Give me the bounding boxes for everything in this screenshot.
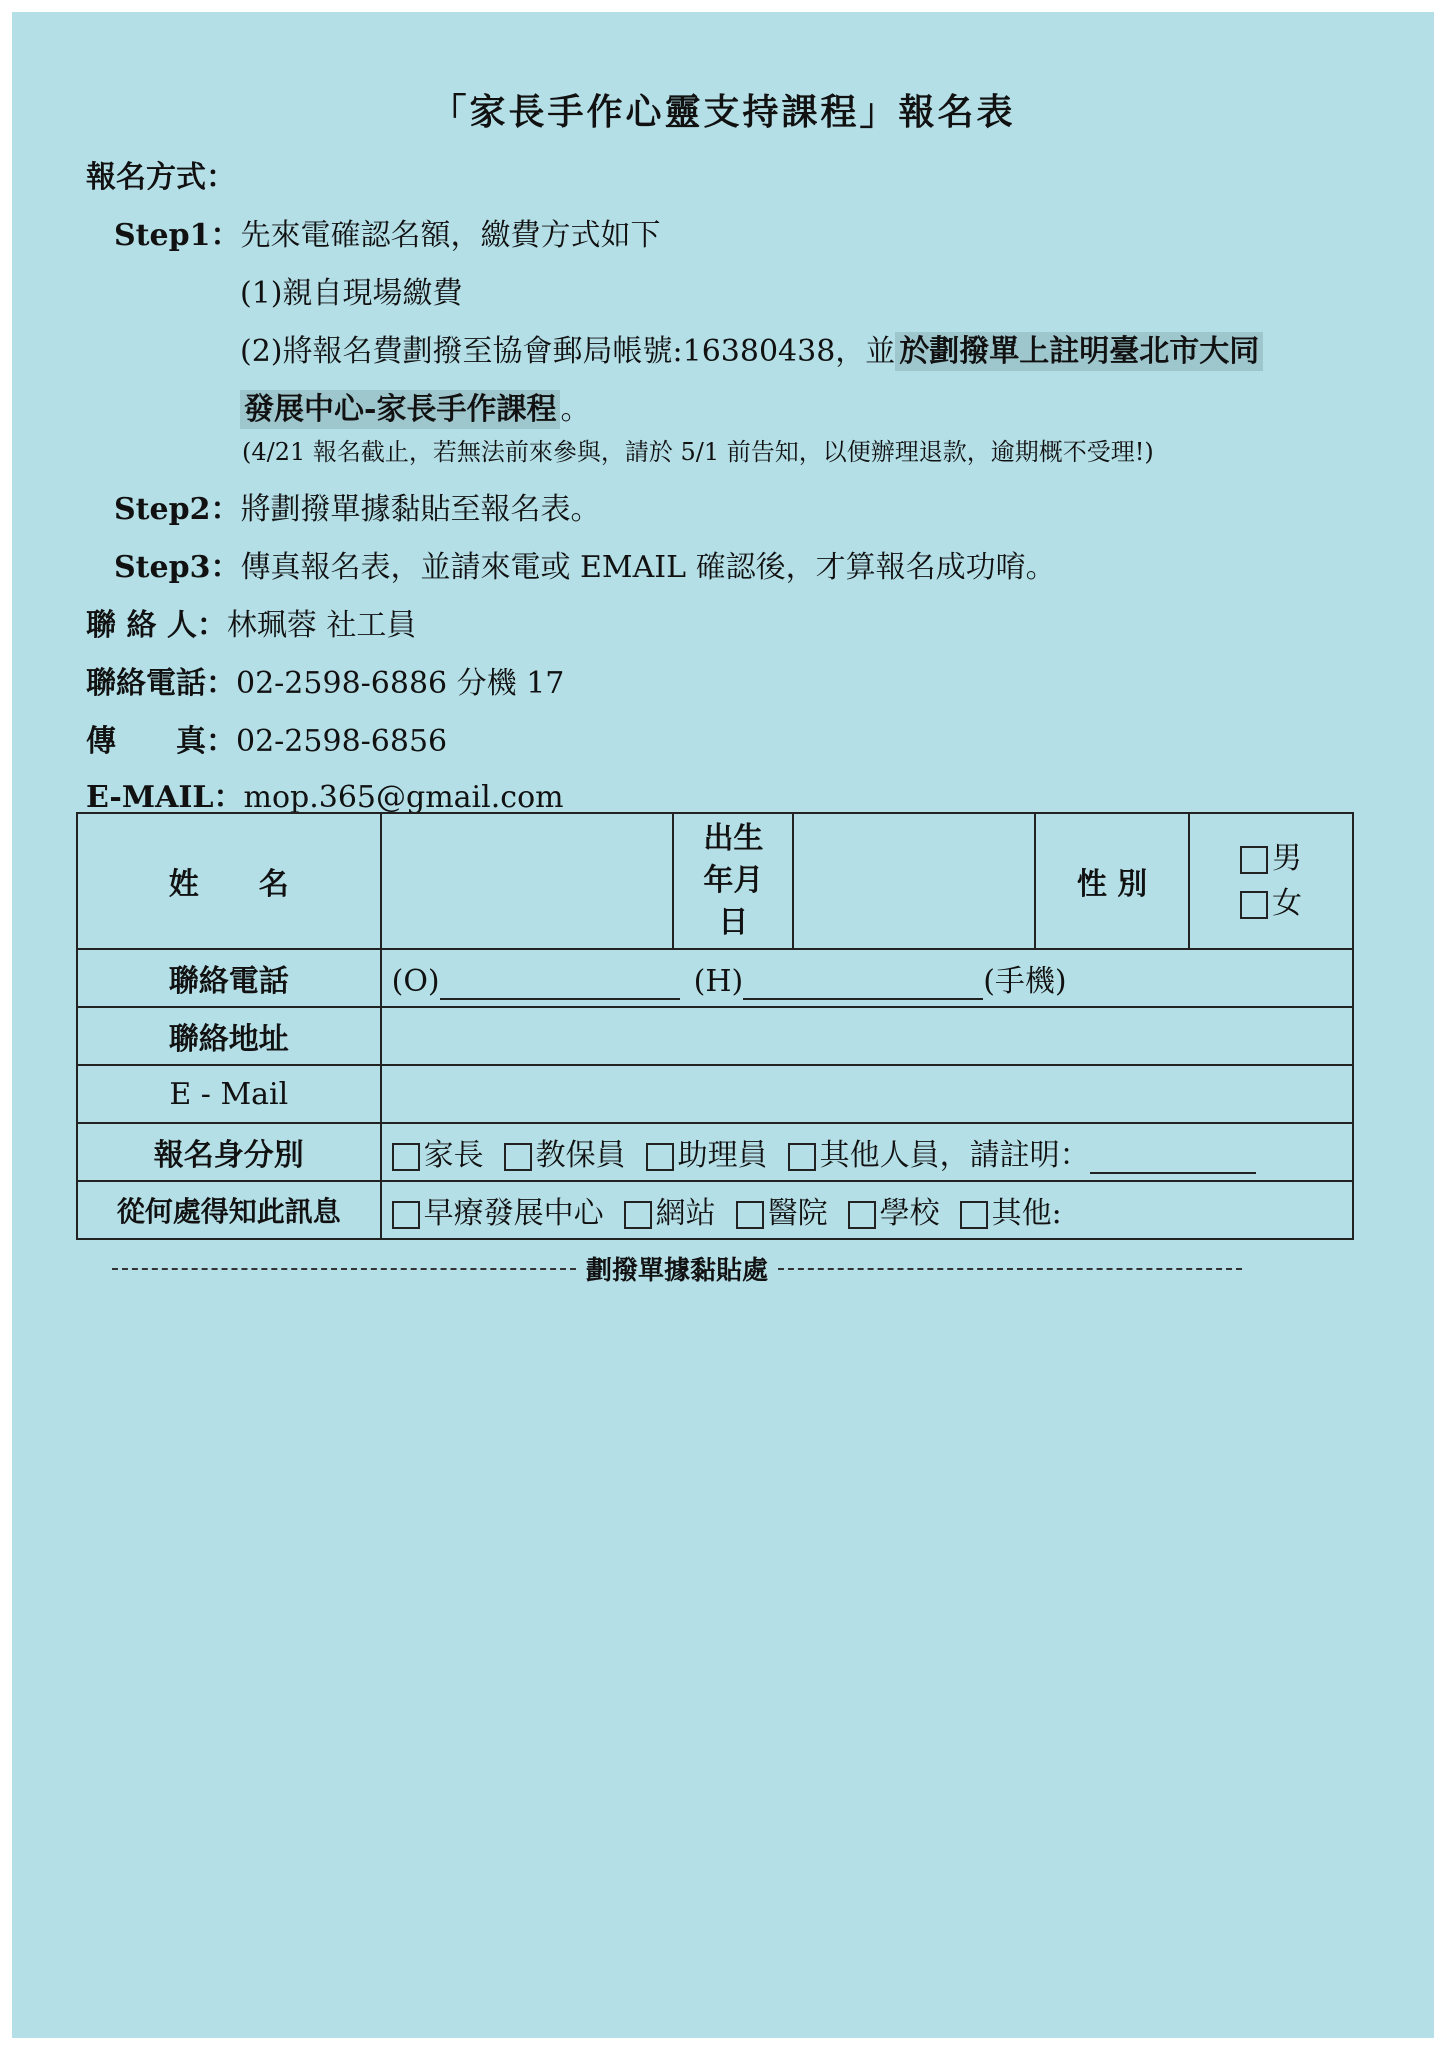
identity-label-text: 報名身分別: [153, 1138, 304, 1173]
identity-other-blank[interactable]: [1090, 1142, 1256, 1174]
gender-male-checkbox[interactable]: [1240, 846, 1268, 874]
payment-option-2-cont: [240, 384, 590, 428]
name-label-text: 姓 名: [168, 867, 289, 902]
source-option-website[interactable]: [624, 1196, 716, 1231]
contact-person-row: [86, 600, 416, 644]
identity-parent-label: 家長: [423, 1138, 484, 1173]
source-other-label: 其他:: [991, 1196, 1062, 1231]
receipt-paste-divider: [112, 1250, 1242, 1287]
step2-text: 將劃撥單據黏貼至報名表。: [240, 492, 601, 527]
phone-office-blank[interactable]: [440, 968, 680, 1000]
phone-field[interactable]: [381, 949, 1353, 1007]
contact-fax-row: [86, 716, 447, 760]
identity-other-label: 其他人員，請註明：: [819, 1138, 1090, 1173]
payment-option-2-end: 。: [560, 392, 591, 427]
identity-assistant-label: 助理員: [677, 1138, 768, 1173]
gender-label-text: 性 別: [1076, 867, 1148, 902]
phone-home-label: (H): [693, 964, 744, 999]
source-option-school[interactable]: [848, 1196, 940, 1231]
payment-option-1: (1)親自現場繳費: [240, 276, 463, 311]
contact-person-label: 聯 絡 人：: [86, 608, 227, 643]
contact-fax-value: 02-2598-6856: [236, 724, 448, 759]
table-row: [77, 949, 1353, 1007]
step1-text: 先來電確認名額，繳費方式如下: [240, 218, 661, 253]
contact-fax-label: 傳 真：: [86, 724, 236, 759]
source-hospital-checkbox[interactable]: [736, 1201, 764, 1229]
source-options: [381, 1181, 1353, 1239]
identity-assistant-checkbox[interactable]: [646, 1143, 674, 1171]
identity-teacher-checkbox[interactable]: [504, 1143, 532, 1171]
phone-label-text: 聯絡電話: [168, 964, 289, 999]
contact-phone-row: [86, 658, 564, 702]
contact-email-label: E-MAIL：: [86, 780, 244, 815]
birthdate-label-2: 年月: [703, 863, 764, 898]
contact-phone-value: 02-2598-6886 分機 17: [236, 666, 565, 701]
source-website-checkbox[interactable]: [624, 1201, 652, 1229]
payment-option-2-text: (2)將報名費劃撥至協會郵局帳號:16380438，並: [240, 334, 896, 369]
identity-label: [77, 1123, 381, 1181]
phone-office-label: (O): [391, 964, 440, 999]
step2-row: [114, 484, 600, 528]
source-other-checkbox[interactable]: [960, 1201, 988, 1229]
email-label-text: E - Mail: [169, 1076, 289, 1112]
registration-form-page: [12, 12, 1434, 2038]
gender-options: [1189, 813, 1353, 949]
contact-email-value: mop.365@gmail.com: [243, 780, 564, 815]
gender-female-option[interactable]: [1200, 881, 1342, 926]
birthdate-label-1: 出生: [703, 821, 764, 856]
address-field[interactable]: [381, 1007, 1353, 1065]
identity-option-other[interactable]: [788, 1138, 1090, 1173]
table-row: [77, 1065, 1353, 1123]
contact-email-row: [86, 772, 564, 816]
gender-male-option[interactable]: [1200, 836, 1342, 881]
birthdate-label-3: 日: [718, 905, 749, 940]
source-label-text: 從何處得知此訊息: [116, 1195, 341, 1228]
dashed-line-right: [778, 1268, 1242, 1270]
registration-table: [76, 812, 1354, 1240]
source-option-hospital[interactable]: [736, 1196, 828, 1231]
step2-label: Step2：: [114, 492, 241, 527]
source-hospital-label: 醫院: [767, 1196, 828, 1231]
step3-row: [114, 542, 1056, 586]
step1-row: [114, 210, 660, 254]
contact-phone-label: 聯絡電話：: [86, 666, 236, 701]
step3-label: Step3：: [114, 550, 241, 585]
identity-option-assistant[interactable]: [646, 1138, 768, 1173]
identity-option-parent[interactable]: [392, 1138, 484, 1173]
identity-other-checkbox[interactable]: [788, 1143, 816, 1171]
payment-note-highlight-2: 發展中心-家長手作課程: [240, 390, 560, 429]
phone-mobile-label: (手機): [983, 964, 1067, 999]
table-row: [77, 813, 1353, 949]
payment-note-highlight: 於劃撥單上註明臺北市大同: [895, 332, 1263, 371]
step3-text: 傳真報名表，並請來電或 EMAIL 確認後，才算報名成功唷。: [240, 550, 1056, 585]
source-option-center[interactable]: [392, 1196, 604, 1231]
source-label: [77, 1181, 381, 1239]
payment-option-2: [240, 326, 1263, 370]
source-school-label: 學校: [879, 1196, 940, 1231]
table-row: [77, 1123, 1353, 1181]
identity-option-teacher[interactable]: [504, 1138, 626, 1173]
address-label-text: 聯絡地址: [168, 1022, 289, 1057]
gender-female-checkbox[interactable]: [1240, 891, 1268, 919]
birthdate-field[interactable]: [793, 813, 1035, 949]
identity-options: [381, 1123, 1353, 1181]
step1-label: Step1：: [114, 218, 241, 253]
birthdate-label: [673, 813, 793, 949]
dashed-line-left: [112, 1268, 576, 1270]
table-row: [77, 1007, 1353, 1065]
contact-person-value: 林珮蓉 社工員: [226, 608, 417, 643]
identity-teacher-label: 教保員: [535, 1138, 626, 1173]
receipt-paste-label: 劃撥單據黏貼處: [586, 1256, 769, 1286]
email-label: [77, 1065, 381, 1123]
source-option-other[interactable]: [960, 1196, 1062, 1231]
page-title: 「家長手作心靈支持課程」報名表: [430, 91, 1016, 133]
identity-parent-checkbox[interactable]: [392, 1143, 420, 1171]
method-heading: 報名方式：: [86, 160, 236, 195]
table-row: [77, 1181, 1353, 1239]
deadline-note: (4/21 報名截止，若無法前來參與，請於 5/1 前告知，以便辦理退款，逾期概不受理!): [242, 438, 1154, 466]
source-website-label: 網站: [655, 1196, 716, 1231]
source-center-label: 早療發展中心: [423, 1196, 604, 1231]
phone-home-blank[interactable]: [743, 968, 983, 1000]
gender-label: [1035, 813, 1189, 949]
gender-male-label: 男: [1272, 841, 1303, 876]
address-label: [77, 1007, 381, 1065]
phone-label: [77, 949, 381, 1007]
source-center-checkbox[interactable]: [392, 1201, 420, 1229]
gender-female-label: 女: [1272, 886, 1303, 921]
name-label: [77, 813, 381, 949]
email-field[interactable]: [381, 1065, 1353, 1123]
name-field[interactable]: [381, 813, 674, 949]
source-school-checkbox[interactable]: [848, 1201, 876, 1229]
